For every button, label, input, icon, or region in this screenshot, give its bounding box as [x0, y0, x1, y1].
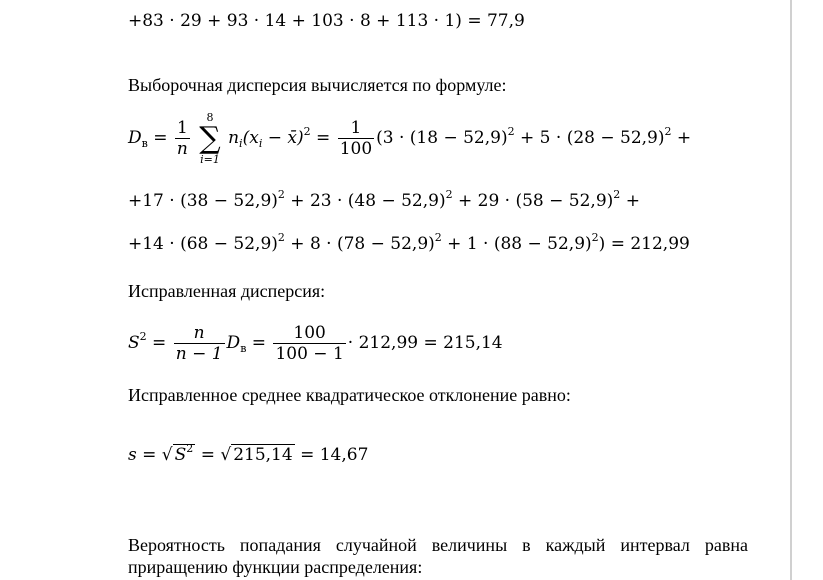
fraction-one-over-n [175, 118, 190, 159]
numerator: 1 [350, 118, 362, 138]
sigma-icon: ∑ [199, 120, 221, 156]
sum-upper-limit: 8 [206, 110, 214, 124]
exponent: 2 [434, 231, 442, 244]
exponent: 2 [186, 442, 194, 455]
equals-sign: = [146, 333, 172, 353]
exponent: 2 [445, 188, 453, 201]
sum-lower-limit: i=1 [200, 152, 220, 166]
exponent: 2 [664, 125, 672, 138]
formula-sample-variance [128, 108, 691, 168]
sqrt-icon: √ [220, 445, 232, 465]
var-S: S [128, 333, 140, 353]
expr-part: · 212,99 = 215,14 [347, 333, 503, 353]
equals-sign: = [310, 128, 336, 148]
denominator: n − 1 [175, 344, 223, 364]
equation-continuation [128, 10, 525, 32]
paragraph-text: приращению функции распределения: [128, 557, 423, 577]
expr-part: (3 · (18 − 52,9) [376, 128, 508, 148]
sqrt-icon: √ [161, 445, 173, 465]
expr-part: +14 · (68 − 52,9) [128, 234, 278, 254]
formula-corrected-std [128, 444, 368, 466]
numerator: n [193, 323, 205, 343]
expr-part: (x [242, 128, 259, 148]
expr-part: + [671, 128, 692, 148]
formula-corrected-variance [128, 318, 503, 368]
denominator: 100 − 1 [275, 344, 344, 364]
var-S: S [174, 445, 187, 465]
subscript: i [258, 137, 263, 150]
expr-part: + 29 · (58 − 52,9) [452, 191, 614, 211]
heading-corrected-variance [128, 280, 325, 302]
expr-part: + 5 · (28 − 52,9) [514, 128, 665, 148]
expr-part: +17 · (38 − 52,9) [128, 191, 278, 211]
paragraph-line-2 [128, 556, 748, 579]
summation [199, 112, 220, 166]
numerator: 1 [176, 118, 188, 138]
paragraph-line-1 [128, 534, 748, 557]
expr-part: + 8 · (78 − 52,9) [284, 234, 435, 254]
expr-part: + [620, 191, 640, 211]
exponent: 2 [277, 188, 285, 201]
equals-sign: = [195, 445, 221, 465]
expr-part: ) = 212,99 [598, 234, 690, 254]
heading-corrected-std [128, 384, 571, 406]
expr-part: + 23 · (48 − 52,9) [284, 191, 446, 211]
sqrt-value [220, 444, 294, 466]
denominator: 100 [339, 139, 373, 159]
equation-text: +83 · 29 + 93 · 14 + 103 · 8 + 113 · 1) = 77,9 [128, 11, 525, 31]
exponent: 2 [277, 231, 285, 244]
exponent: 2 [303, 125, 311, 138]
expr-part: + 1 · (88 − 52,9) [441, 234, 592, 254]
paragraph-text: Вероятность попадания случайной величины в каждый интервал равна [128, 535, 748, 555]
exponent: 2 [613, 188, 621, 201]
formula-line-3 [128, 233, 690, 255]
equals-sign: = [153, 128, 168, 148]
var-s: s [128, 445, 137, 465]
subscript: i [239, 137, 243, 150]
formula-line-2 [128, 190, 640, 212]
expr-part: = 14,67 [294, 445, 369, 465]
subscript: в [141, 137, 148, 150]
exponent: 2 [139, 330, 147, 343]
equals-sign: = [136, 445, 162, 465]
heading-text: Исправленная дисперсия: [128, 281, 326, 301]
var-D: D [226, 333, 241, 353]
numerator: 100 [293, 323, 326, 343]
expr-part: − x̄) [262, 128, 304, 148]
var-n: n [228, 128, 240, 148]
fraction-100-over-99 [273, 323, 345, 364]
subscript: в [240, 342, 247, 355]
heading-sample-variance [128, 74, 507, 96]
denominator: n [176, 139, 188, 159]
exponent: 2 [591, 231, 599, 244]
radicand: 215,14 [233, 445, 293, 465]
fraction-one-over-100 [338, 118, 374, 159]
equals-sign: = [246, 333, 272, 353]
heading-text: Исправленное среднее квадратическое отклонение равно: [128, 385, 571, 405]
fraction-n-over-n-minus-1 [174, 323, 225, 364]
exponent: 2 [507, 125, 515, 138]
sqrt-S2 [162, 444, 196, 466]
heading-text: Выборочная дисперсия вычисляется по формуле: [128, 75, 507, 95]
var-D: D [128, 128, 142, 148]
